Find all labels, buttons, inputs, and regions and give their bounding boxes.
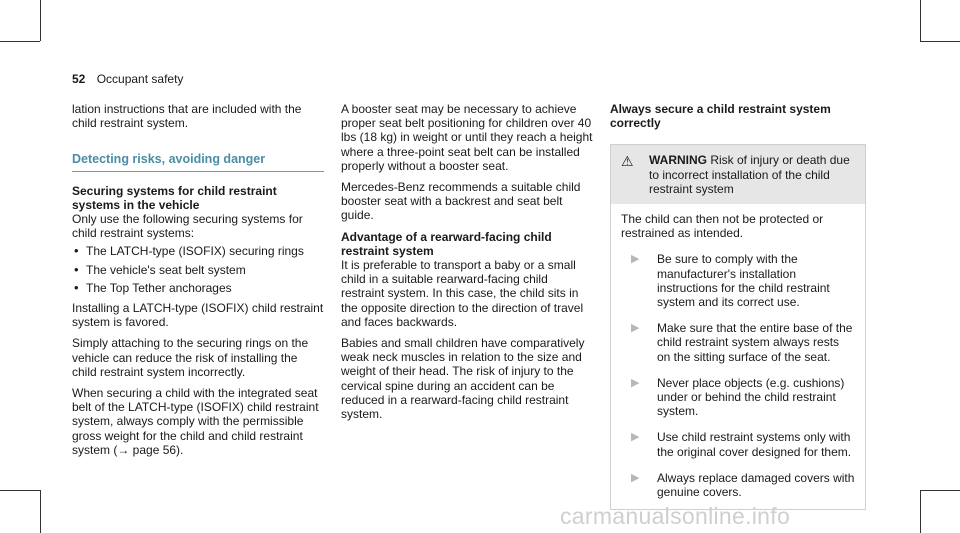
warning-text: Risk of injury or death due to incorrect installation of the child restraint system [649, 153, 850, 196]
step-text: Always replace damaged covers with genuine covers. [657, 470, 855, 500]
warning-explanation: The child can then not be protected or restrained as intended. [621, 212, 824, 241]
instruction-steps [621, 252, 855, 499]
crop-mark [40, 490, 41, 533]
paragraph: A booster seat may be necessary to achieve proper seat belt positioning for children over 40 lbs (18 kg) in weight or until they reach a height where a three-point seat belt can be installed properly without a booster seat. [341, 102, 593, 173]
crop-mark [920, 0, 921, 41]
step-item [621, 471, 855, 499]
subheading-rearward-facing: Advantage of a rearward-facing child restraint system [341, 229, 552, 258]
step-text: Use child restraint systems only with the original cover designed for them. [657, 430, 852, 459]
step-text: Be sure to comply with the manufacturer's installation instructions for the child restraint system and its correct use. [657, 252, 830, 310]
intro-text: lation instructions that are included with the child restraint system. [72, 102, 302, 131]
step-arrow-icon: ▶ [631, 471, 640, 484]
warning-label: WARNING [649, 153, 707, 168]
step-item [621, 252, 855, 309]
paragraph: Installing a LATCH-type (ISOFIX) child restraint system is favored. [72, 301, 324, 330]
warning-triangle-icon: ⚠ [621, 153, 634, 170]
crop-mark [40, 0, 41, 41]
warning-message [649, 153, 855, 196]
column-3 [610, 102, 866, 510]
column-2 [341, 102, 593, 428]
subheading-securing-systems: Securing systems for child restraint systems in the vehicle [72, 183, 277, 212]
step-text: Never place objects (e.g. cushions) under or behind the child restraint system. [657, 375, 845, 419]
warning-box [610, 144, 866, 510]
column-1 [72, 102, 324, 464]
step-text: Make sure that the entire base of the child restraint system always rests on the sitting surface of the seat. [657, 321, 853, 364]
watermark: carmanualsonline.info [560, 503, 791, 529]
paragraph: Mercedes-Benz recommends a suitable child booster seat with a backrest and seat belt guide. [341, 180, 581, 223]
list-item: • The vehicle's seat belt system [72, 263, 324, 277]
step-item [621, 430, 855, 458]
crop-mark [920, 490, 921, 533]
crop-mark [920, 490, 960, 491]
paragraph: When securing a child with the integrated seat belt of the LATCH-type (ISOFIX) child restraint system, always comply with the permissible gross weight for the child and child restraint system (→ page 56). [72, 386, 319, 457]
step-arrow-icon: ▶ [631, 253, 640, 266]
step-arrow-icon: ▶ [631, 322, 640, 335]
lead-text: Only use the following securing systems for child restraint systems: [72, 212, 303, 241]
section-title: Detecting risks, avoiding danger [72, 152, 266, 167]
securing-systems-list [72, 244, 324, 295]
crop-mark [920, 41, 960, 42]
crop-mark [0, 41, 40, 42]
crop-mark [0, 490, 40, 491]
warning-body [611, 204, 865, 509]
warning-header [611, 145, 865, 204]
paragraph: Babies and small children have comparatively weak neck muscles in relation to the size and weight of their head. The risk of injury to the cervical spine during an accident can be reduced in a rearward-facing child restraint system. [341, 336, 585, 422]
step-arrow-icon: ▶ [631, 431, 640, 444]
paragraph: It is preferable to transport a baby or a small child in a suitable rearward-facing child restraint system. In this case, the child sits in the opposite direction to the direction of travel and faces backwards. [341, 258, 584, 329]
section-divider [72, 171, 324, 172]
page-number: 52 [72, 72, 86, 86]
step-arrow-icon: ▶ [631, 376, 640, 389]
step-item [621, 321, 855, 364]
paragraph: Simply attaching to the securing rings on the vehicle can reduce the risk of installing the child restraint system incorrectly. [72, 336, 309, 379]
list-item: • The LATCH-type (ISOFIX) securing rings [72, 244, 324, 258]
heading-secure-correctly: Always secure a child restraint system correctly [610, 102, 831, 131]
step-item [621, 376, 855, 419]
running-title: Occupant safety [96, 72, 184, 86]
page-header [72, 72, 183, 86]
list-item: • The Top Tether anchorages [72, 281, 324, 295]
